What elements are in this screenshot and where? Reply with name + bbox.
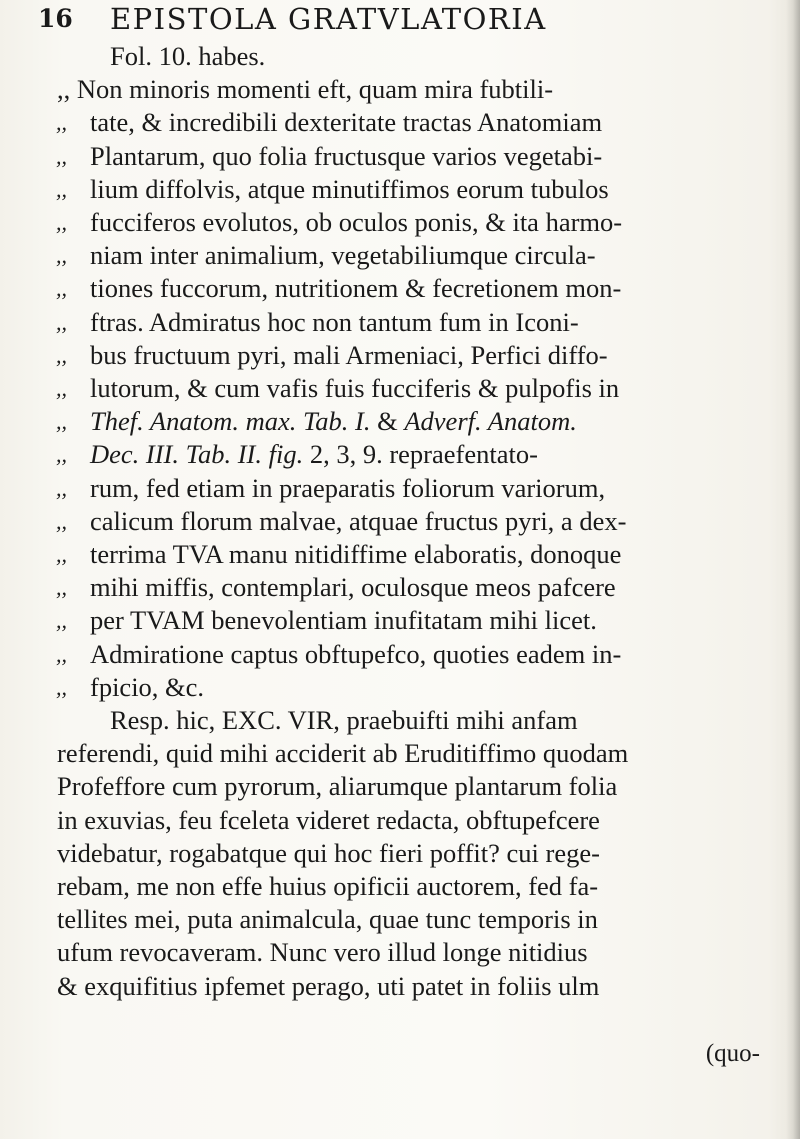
quote-mark: ,, xyxy=(56,276,67,302)
line-text: in exuvias, feu fceleta videret redacta, obftupefcere xyxy=(57,804,600,835)
line-text: tellites mei, puta animalcula, quae tunc temporis in xyxy=(57,904,598,935)
text-line xyxy=(0,770,790,803)
text-line xyxy=(0,837,790,870)
quote-mark: ,, xyxy=(56,176,67,202)
quote-mark: ,, xyxy=(56,110,67,136)
line-text: niam inter animalium, vegetabiliumque circula- xyxy=(90,240,596,271)
quote-mark: ,, xyxy=(56,409,67,435)
line-text: referendi, quid mihi acciderit ab Eruditiffimo quodam xyxy=(57,738,629,769)
text-line xyxy=(0,306,790,339)
text-line xyxy=(0,272,790,305)
line-text: fucciferos evolutos, ob oculos ponis, & ita harmo- xyxy=(90,207,623,237)
quote-mark: ,, xyxy=(56,608,67,634)
text-line xyxy=(0,405,790,438)
line-text: mihi miffis, contemplari, oculosque meos pafcere xyxy=(90,572,616,603)
quote-mark: ,, xyxy=(56,309,67,335)
text-line xyxy=(0,571,790,604)
text-line xyxy=(0,106,790,139)
text-line xyxy=(0,239,790,272)
page-number: 16 xyxy=(38,4,73,33)
text-line xyxy=(0,73,790,106)
line-text: fpicio, &c. xyxy=(90,671,205,702)
quote-mark: ,, xyxy=(56,508,67,534)
text-line xyxy=(0,903,790,936)
text-line xyxy=(0,173,790,206)
line-text: Admiratione captus obftupefco, quoties eadem in- xyxy=(90,638,622,669)
text-line xyxy=(0,140,790,173)
text-line xyxy=(0,870,790,903)
line-text: tiones fuccorum, nutritionem & fecretionem mon- xyxy=(90,273,622,304)
text-line xyxy=(0,970,790,1003)
line-text: rebam, me non effe huius opificii auctorem, fed fa- xyxy=(57,871,599,901)
quote-mark: ,, xyxy=(56,342,67,368)
running-head: EPISTOLA GRATVLATORIA xyxy=(110,2,547,36)
quote-mark: ,, xyxy=(56,575,67,601)
text-line xyxy=(0,206,790,239)
quote-mark: ,, xyxy=(56,475,67,501)
line-text: Fol. 10. habes. xyxy=(110,41,266,71)
line-text: ftras. Admiratus hoc non tantum fum in Iconi- xyxy=(90,306,579,337)
quote-mark: ,, xyxy=(56,376,67,401)
text-line xyxy=(0,505,790,538)
quote-mark: ,, xyxy=(56,243,67,269)
quote-mark: ,, xyxy=(56,210,67,235)
text-line xyxy=(0,438,790,471)
line-text: Profeffore cum pyrorum, aliarumque plantarum folia xyxy=(57,771,618,802)
text-line xyxy=(0,372,790,405)
text-line xyxy=(0,339,790,372)
text-line xyxy=(0,538,790,571)
text-line xyxy=(0,638,790,671)
line-text: lium diffolvis, atque minutiffimos eorum tubulos xyxy=(90,173,609,204)
line-text: lutorum, & cum vafis fuis fucciferis & pulpofis in xyxy=(90,373,620,403)
line-text: videbatur, rogabatque qui hoc fieri poffit? cui rege- xyxy=(57,837,600,868)
quote-mark: ,, xyxy=(56,542,67,567)
text-line xyxy=(0,704,790,737)
line-text: ufum revocaveram. Nunc vero illud longe nitidius xyxy=(57,937,588,968)
line-text: Thef. Anatom. max. Tab. I. & Adverf. Anatom. xyxy=(90,406,577,437)
text-line xyxy=(0,472,790,505)
line-text: rum, fed etiam in praeparatis foliorum variorum, xyxy=(90,472,606,503)
text-line xyxy=(0,737,790,770)
quote-mark: ,, xyxy=(56,674,67,700)
line-text: Resp. hic, EXC. VIR, praebuifti mihi anfam xyxy=(110,705,578,735)
line-text: terrima TVA manu nitidiffime elaboratis, donoque xyxy=(90,539,622,569)
quote-mark: ,, xyxy=(56,143,67,169)
line-text: Dec. III. Tab. II. fig. 2, 3, 9. repraefentato- xyxy=(90,439,538,470)
text-line xyxy=(0,40,790,73)
text-line xyxy=(0,604,790,637)
quote-mark: ,, xyxy=(56,442,67,468)
text-line xyxy=(0,936,790,969)
line-text: ,, Non minoris momenti eft, quam mira fubtili- xyxy=(57,74,554,105)
line-text: calicum florum malvae, atquae fructus pyri, a dex- xyxy=(90,505,627,536)
line-text: per TVAM benevolentiam inufitatam mihi licet. xyxy=(90,605,597,636)
line-text: tate, & incredibili dexteritate tractas Anatomiam xyxy=(90,107,603,138)
line-text: & exquifitius ipfemet perago, uti patet in foliis ulm xyxy=(57,970,600,1001)
text-line xyxy=(0,671,790,704)
quote-mark: ,, xyxy=(56,641,67,667)
text-line xyxy=(0,804,790,837)
line-text: bus fructuum pyri, mali Armeniaci, Perfici diffo- xyxy=(90,339,608,370)
line-text: Plantarum, quo folia fructusque varios vegetabi- xyxy=(90,140,603,171)
catchword: (quo- xyxy=(705,1040,760,1067)
